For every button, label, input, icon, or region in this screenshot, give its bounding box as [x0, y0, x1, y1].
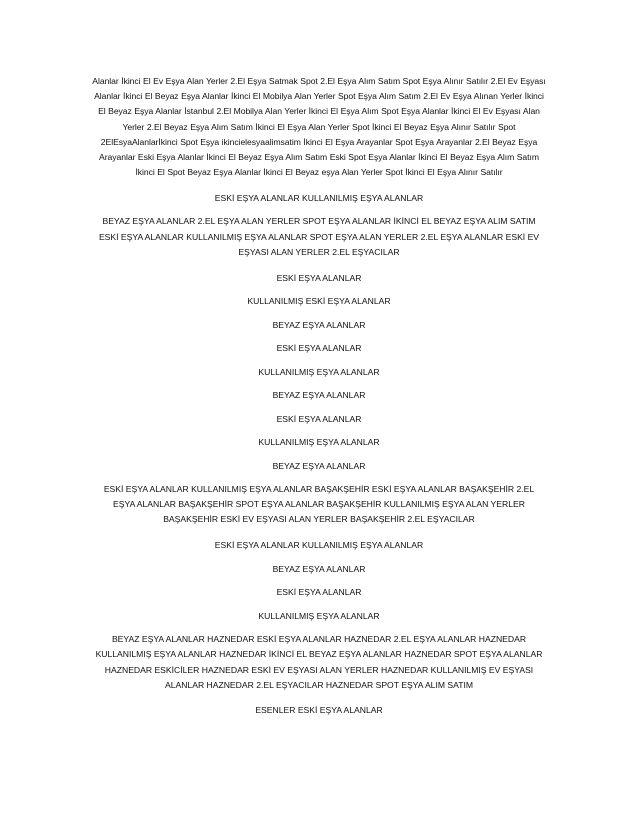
intro-paragraph: Alanlar İkinci El Ev Eşya Alan Yerler 2.El Eşya Satmak Spot 2.El Eşya Alım Satım Spot Eşya Alınır Satılır 2.El Ev Eşyası Alanlar İkinci El Beyaz Eşya Alanlar İkinci El Mobilya Alan Yerler Spot Eşya Alım Satım 2.El Ev Eşya Alınan Yerler İkinci El Beyaz Eşya Alanlar İstanbul 2.El Mobilya Alan Yerler İkinci El Eşya Alım Spot Eşya Alanlar İkinci El Ev Eşyası Alan Yerler 2.El Beyaz Eşya Alım Satım İkinci El Eşya Alan Yerler Spot İkinci El Beyaz Eşya Alınır Satılır Spot 2ElEsyaAlanlarİkinci Spot Eşya ikincielesyaalimsatim İkinci El Eşya Arayanlar Spot Eşya Arayanlar 2.El Beyaz Eşya Arayanlar Eski Eşya Alanlar İkinci El Beyaz Eşya Alım Satım Eski Spot Eşya Alanlar İkinci El Beyaz Eşya Alım Satım İkinci El Spot Beyaz Eşya Alanlar İkinci El Beyaz eşya Alan Yerler Spot İkinci El Eşya Alınır Satılır	[92, 76, 546, 178]
keyword-line: ESKİ EŞYA ALANLAR	[276, 587, 362, 598]
keyword-line: BEYAZ EŞYA ALANLAR	[272, 563, 366, 574]
keyword-line: ESKİ EŞYA ALANLAR KULLANILMIŞ EŞYA ALANLAR	[214, 192, 424, 203]
keyword-line: BEYAZ EŞYA ALANLAR	[272, 390, 366, 401]
basaksehir-paragraph: ESKİ EŞYA ALANLAR KULLANILMIŞ EŞYA ALANLAR BAŞAKŞEHİR ESKİ EŞYA ALANLAR BAŞAKŞEHİR 2.EL EŞYA ALANLAR BAŞAKŞEHİR SPOT EŞYA ALANLAR BAŞAKŞEHİR KULLANILMIŞ EŞYA ALAN YERLER BAŞAKŞEHİR ESKİ EV EŞYASI ALAN YERLER BAŞAKŞEHİR 2.EL EŞYACILAR	[103, 484, 535, 525]
keyword-line: BEYAZ EŞYA ALANLAR	[272, 319, 366, 330]
keyword-line: BEYAZ EŞYA ALANLAR	[272, 460, 366, 471]
keyword-line: ESKİ EŞYA ALANLAR	[276, 343, 362, 354]
keyword-line: KULLANILMIŞ EŞYA ALANLAR	[258, 437, 380, 448]
document-body	[92, 74, 546, 727]
keyword-line: ESKİ EŞYA ALANLAR	[276, 413, 362, 424]
keyword-line: KULLANILMIŞ EŞYA ALANLAR	[258, 610, 380, 621]
keyword-paragraph: BEYAZ EŞYA ALANLAR 2.EL EŞYA ALAN YERLER SPOT EŞYA ALANLAR İKİNCİ EL BEYAZ EŞYA ALIM SATIM ESKİ EŞYA ALANLAR KULLANILMIŞ EŞYA ALANLAR SPOT EŞYA ALAN YERLER 2.EL EŞYA ALANLAR ESKİ EV EŞYASI ALAN YERLER 2.EL EŞYACILAR	[98, 216, 540, 257]
keyword-line: KULLANILMIŞ EŞYA ALANLAR	[258, 366, 380, 377]
haznedar-paragraph: BEYAZ EŞYA ALANLAR HAZNEDAR ESKİ EŞYA ALANLAR HAZNEDAR 2.EL EŞYA ALANLAR HAZNEDAR KULLANILMIŞ EŞYA ALANLAR HAZNEDAR İKİNCİ EL BEYAZ EŞYA ALANLAR HAZNEDAR SPOT EŞYA ALANLAR HAZNEDAR ESKİCİLER HAZNEDAR ESKİ EV EŞYASI ALAN YERLER HAZNEDAR KULLANILMIŞ EV EŞYASI ALANLAR HAZNEDAR 2.EL EŞYACILAR HAZNEDAR SPOT EŞYA ALIM SATIM	[95, 634, 543, 690]
keyword-line: ESENLER ESKİ EŞYA ALANLAR	[255, 705, 383, 716]
keyword-line: ESKİ EŞYA ALANLAR	[276, 272, 362, 283]
keyword-line: ESKİ EŞYA ALANLAR KULLANILMIŞ EŞYA ALANLAR	[214, 540, 424, 551]
keyword-line: KULLANILMIŞ ESKİ EŞYA ALANLAR	[247, 296, 391, 307]
